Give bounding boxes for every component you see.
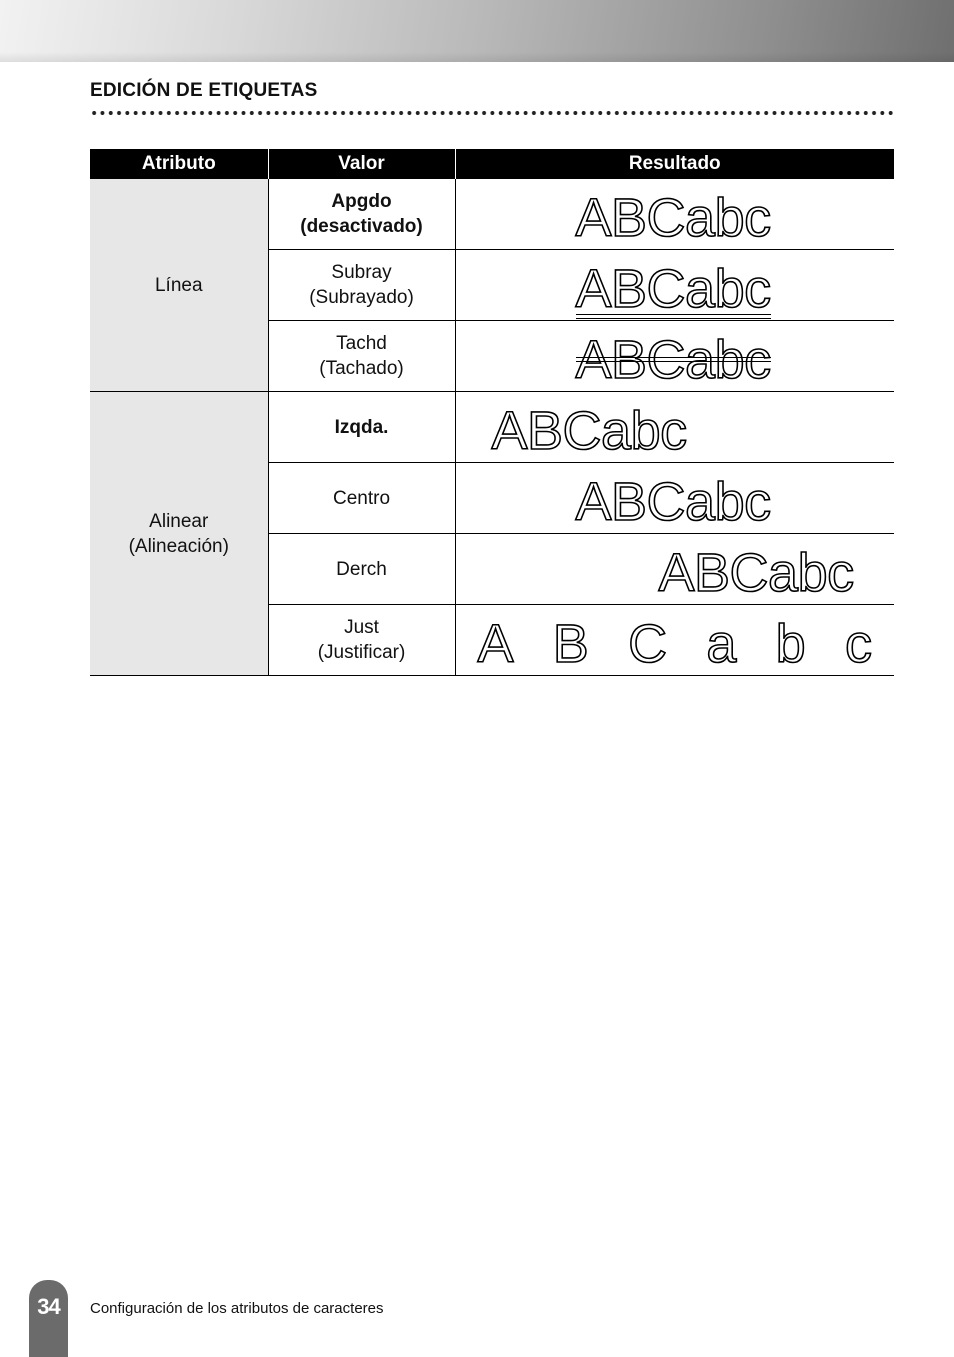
header-resultado: Resultado [455, 149, 894, 179]
result-cell [455, 392, 894, 463]
sample-text-left: ABCabc [491, 401, 687, 461]
sample-text-right: ABCabc [658, 543, 854, 603]
attribute-label: Línea [154, 274, 203, 296]
justified-letter: C [628, 614, 668, 674]
sample-text-strikethrough: ABCabc [575, 330, 771, 390]
value-sublabel: (Subrayado) [309, 287, 414, 308]
justified-letter: A [477, 614, 514, 674]
value-sublabel: (desactivado) [300, 216, 423, 237]
value-cell [268, 463, 455, 534]
table-header-row [90, 149, 894, 179]
attribute-alinear [90, 392, 268, 676]
table-row [90, 392, 894, 463]
result-cell [455, 250, 894, 321]
value-cell [268, 534, 455, 605]
value-label: Just [344, 617, 379, 638]
result-cell [455, 321, 894, 392]
result-cell [455, 463, 894, 534]
value-label: Apgdo [331, 191, 392, 212]
page-number: 34 [37, 1294, 60, 1319]
attribute-label: Alinear [149, 510, 209, 532]
section-title: EDICIÓN DE ETIQUETAS [90, 80, 318, 101]
result-cell [455, 534, 894, 605]
page-number-tab [29, 1280, 68, 1357]
result-cell [455, 605, 894, 676]
justified-letter: b [775, 614, 806, 674]
justified-letter: a [706, 614, 737, 674]
header-atributo: Atributo [90, 149, 268, 179]
value-cell [268, 605, 455, 676]
sample-text-center: ABCabc [575, 472, 771, 532]
sample-text-normal: ABCabc [575, 188, 771, 248]
value-cell [268, 392, 455, 463]
attribute-sublabel: (Alineación) [128, 535, 229, 557]
value-label: Centro [332, 487, 391, 509]
justified-letter: c [844, 614, 872, 674]
value-label: Tachd [336, 333, 387, 354]
sample-text-underline: ABCabc [575, 259, 771, 319]
value-label: Derch [336, 558, 387, 580]
dotted-divider [90, 110, 894, 116]
sample-text-justified [477, 614, 873, 674]
value-sublabel: (Justificar) [317, 642, 406, 663]
table-row [90, 179, 894, 250]
attribute-linea [90, 179, 268, 392]
attributes-table [90, 149, 894, 676]
value-sublabel: (Tachado) [319, 358, 404, 379]
justified-letter: B [552, 614, 589, 674]
header-valor: Valor [268, 149, 455, 179]
value-label: Izqda. [334, 416, 389, 438]
value-cell [268, 321, 455, 392]
top-decorative-band [0, 0, 954, 62]
result-cell [455, 179, 894, 250]
value-label: Subray [331, 262, 392, 283]
value-cell [268, 250, 455, 321]
footer-caption: Configuración de los atributos de caracteres [90, 1300, 384, 1317]
value-cell [268, 179, 455, 250]
